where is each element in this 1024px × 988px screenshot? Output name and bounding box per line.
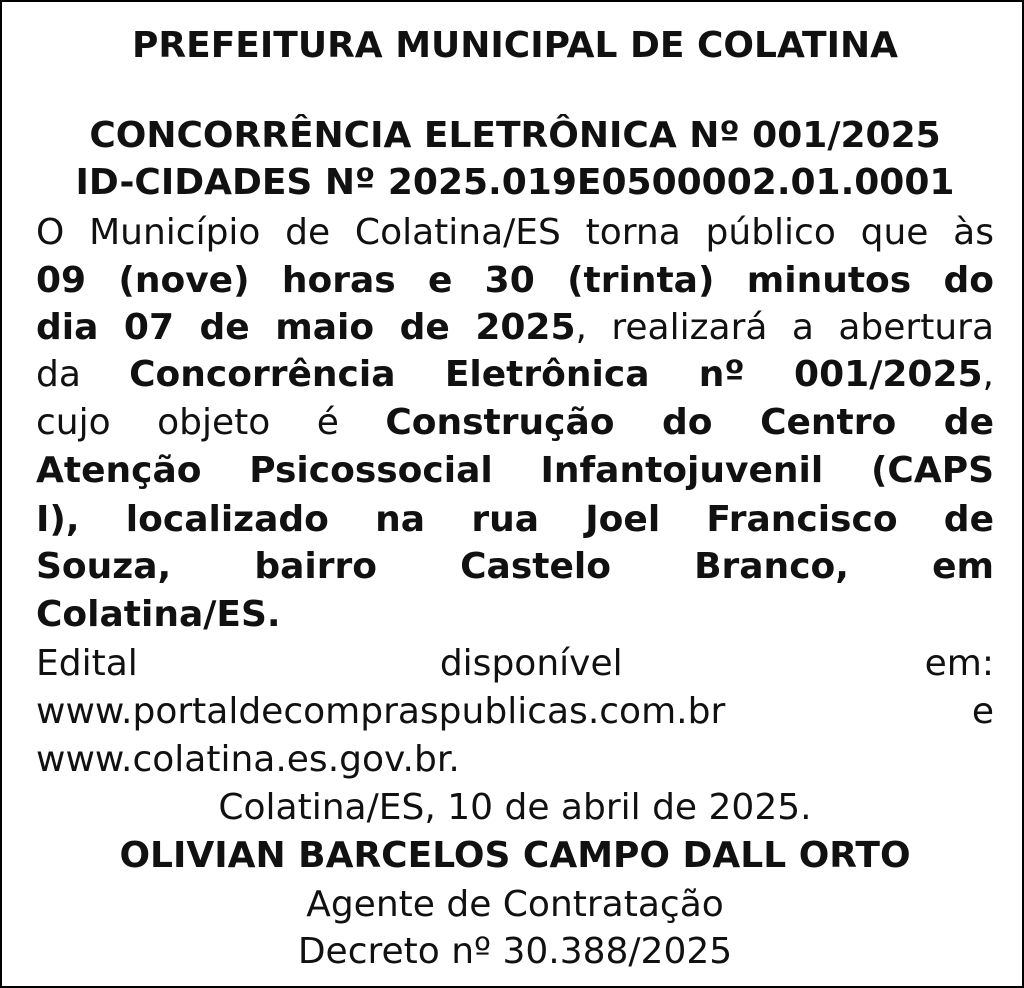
process-id: ID-CIDADES Nº 2025.019E0500002.01.0001 <box>75 162 955 203</box>
session-time: 09 (nove) horas e 30 (trinta) minutos do <box>36 260 994 301</box>
object-text: Colatina/ES. <box>36 594 281 635</box>
body-line <box>36 399 994 447</box>
body-line <box>36 351 994 399</box>
entity-title: PREFEITURA MUNICIPAL DE COLATINA <box>132 25 898 66</box>
body-line <box>36 304 994 352</box>
edital-line: Edital disponível em: <box>36 643 994 684</box>
body-text: , realizará a abertura <box>575 307 995 348</box>
object-text: I), localizado na rua Joel Francisco de <box>36 499 994 540</box>
body-text: , <box>982 354 994 395</box>
signer-name: OLIVIAN BARCELOS CAMPO DALL ORTO <box>119 835 911 876</box>
session-date: dia 07 de maio de 2025 <box>36 307 576 348</box>
edital-link: www.colatina.es.gov.br. <box>36 739 460 780</box>
signer-role: Agente de Contratação <box>306 884 724 925</box>
object-text: Souza, bairro Castelo Branco, em <box>36 546 994 587</box>
process-reference: Concorrência Eletrônica nº 001/2025 <box>129 354 983 395</box>
process-title: CONCORRÊNCIA ELETRÔNICA Nº 001/2025 <box>89 115 941 156</box>
decree: Decreto nº 30.388/2025 <box>297 931 733 972</box>
body-text: cujo objeto é <box>36 402 386 443</box>
object-text: Construção do Centro de <box>385 402 994 443</box>
place-date: Colatina/ES, 10 de abril de 2025. <box>218 787 812 828</box>
body-line: O Município de Colatina/ES torna público que às <box>36 212 994 253</box>
edital-links: www.portaldecompraspublicas.com.br e <box>36 691 994 732</box>
body-text: da <box>36 354 130 395</box>
object-text: Atenção Psicossocial Infantojuvenil (CAPS <box>36 450 994 491</box>
